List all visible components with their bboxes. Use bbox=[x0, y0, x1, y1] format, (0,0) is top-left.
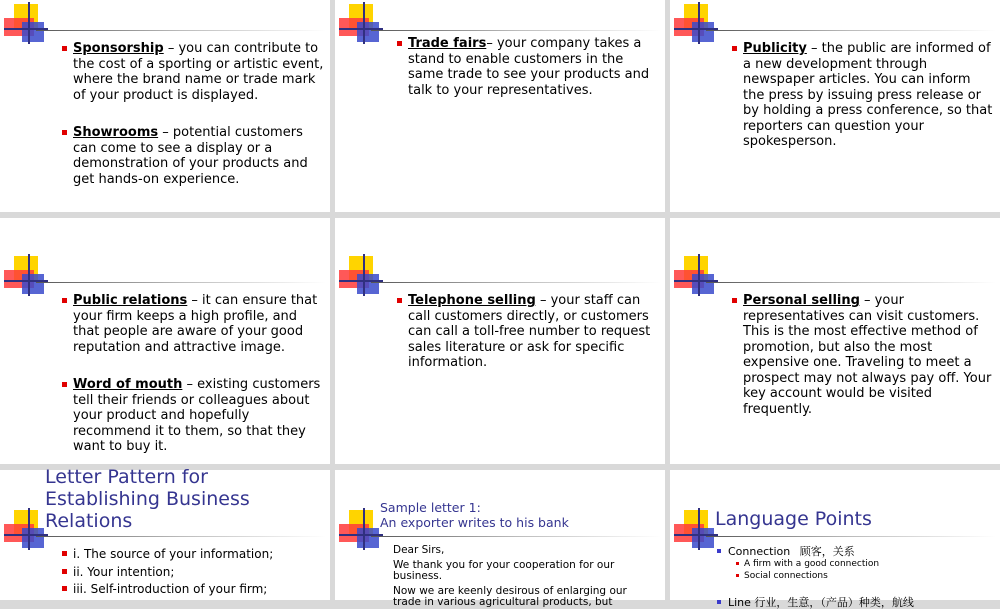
slide-sample-letter[interactable] bbox=[335, 470, 665, 608]
bullet-icon bbox=[732, 298, 737, 303]
slide-logo-icon bbox=[339, 510, 383, 550]
bullet-item bbox=[73, 581, 325, 599]
description: – it can ensure that your firm keeps a high profile, and that people are aware of your good reputation and attractive image. bbox=[73, 293, 318, 355]
bullet-icon bbox=[397, 298, 402, 303]
title-rule bbox=[706, 282, 996, 283]
term: Public relations bbox=[73, 293, 188, 308]
letter-line: Now we are keenly desirous of enlarging our trade in various agricultural products, but bbox=[393, 584, 627, 608]
description: – your company takes a stand to enable customers in the same trade to see your products and talk to your representatives. bbox=[408, 36, 650, 98]
slide-sponsorship[interactable] bbox=[0, 0, 330, 212]
bullet-icon bbox=[732, 46, 737, 51]
slide-language-points[interactable] bbox=[670, 470, 1000, 609]
description: – existing customers tell their friends or colleagues about your product and hopefully recommend it to them, so that they want to buy it. bbox=[73, 377, 321, 454]
sub-point bbox=[744, 570, 988, 582]
bullet-icon bbox=[62, 298, 67, 303]
term: Showrooms bbox=[73, 125, 159, 140]
sub-point bbox=[744, 558, 988, 570]
slide-body bbox=[408, 36, 653, 98]
description: – potential customers can come to see a display or a demonstration of your products and get hands-on experience. bbox=[73, 125, 308, 187]
term: Personal selling bbox=[743, 293, 860, 308]
slide-letter-pattern[interactable] bbox=[0, 466, 330, 600]
slide-logo-icon bbox=[4, 510, 48, 550]
slide-title: Language Points bbox=[715, 508, 872, 530]
slide-body bbox=[73, 546, 325, 599]
title-rule bbox=[36, 30, 326, 31]
slide-trade-fairs[interactable] bbox=[335, 0, 665, 212]
bullet-icon bbox=[62, 130, 67, 135]
slide-title: Letter Pattern for Establishing Business Relations bbox=[45, 466, 250, 532]
bullet-item bbox=[73, 564, 325, 582]
bullet-icon bbox=[717, 549, 721, 553]
bullet-item bbox=[408, 293, 653, 371]
bullet-icon bbox=[62, 569, 67, 574]
term: Telephone selling bbox=[408, 293, 536, 308]
slide-logo-icon bbox=[4, 4, 48, 44]
slide-logo-icon bbox=[4, 256, 48, 296]
bullet-item bbox=[73, 125, 325, 187]
bullet-icon bbox=[62, 551, 67, 556]
title-rule bbox=[371, 30, 661, 31]
title-rule bbox=[371, 282, 661, 283]
slide-body bbox=[743, 41, 995, 150]
point-term: Connection bbox=[728, 545, 791, 558]
point-term: Line 行业，生意，（产品）种类，航线 bbox=[728, 596, 914, 609]
item-text: i. The source of your information; bbox=[73, 547, 274, 561]
title-rule bbox=[706, 30, 996, 31]
point-translation: 顾客，关系 bbox=[799, 545, 855, 558]
title-rule bbox=[36, 536, 326, 537]
bullet-icon bbox=[736, 574, 739, 577]
points-body bbox=[728, 545, 988, 609]
slide-public-relations[interactable] bbox=[0, 218, 330, 464]
letter-line: We thank you for your cooperation for our business. bbox=[393, 558, 615, 582]
term: Word of mouth bbox=[73, 377, 183, 392]
slide-logo-icon bbox=[674, 4, 718, 44]
slide-title bbox=[380, 500, 650, 530]
slide-logo-icon bbox=[674, 256, 718, 296]
title-rule bbox=[36, 282, 326, 283]
slide-body bbox=[743, 293, 995, 417]
bullet-icon bbox=[717, 600, 721, 604]
sub-point-text: A firm with a good connection bbox=[744, 559, 880, 569]
bullet-item bbox=[73, 41, 325, 103]
bullet-item bbox=[743, 293, 995, 417]
slide-logo-icon bbox=[674, 510, 718, 550]
bullet-icon bbox=[62, 382, 67, 387]
slide-personal-selling[interactable] bbox=[670, 218, 1000, 464]
letter-body bbox=[393, 545, 638, 609]
bullet-icon bbox=[62, 586, 67, 591]
bullet-item bbox=[73, 293, 325, 355]
slide-body bbox=[73, 41, 325, 187]
bullet-item bbox=[73, 377, 325, 455]
item-text: iii. Self-introduction of your firm; bbox=[73, 582, 268, 596]
slide-body bbox=[408, 293, 653, 371]
point-main bbox=[728, 596, 988, 609]
bullet-icon bbox=[397, 41, 402, 46]
title-line: Sample letter 1: bbox=[380, 500, 481, 515]
title-rule bbox=[371, 536, 661, 537]
bullet-item bbox=[408, 36, 653, 98]
letter-line: Dear Sirs, bbox=[393, 544, 445, 556]
slide-body bbox=[73, 293, 325, 455]
bullet-icon bbox=[62, 46, 67, 51]
bullet-item bbox=[743, 41, 995, 150]
bullet-item bbox=[73, 546, 325, 564]
description: – the public are informed of a new development through newspaper articles. You can inform the press by issuing press release or by holding a press conference, so that reporters can question your spokesperson. bbox=[743, 41, 993, 149]
title-line: An exporter writes to his bank bbox=[380, 515, 569, 530]
slide-logo-icon bbox=[339, 256, 383, 296]
slide-logo-icon bbox=[339, 4, 383, 44]
description: – your staff can call customers directly, or customers can call a toll-free number to request sales literature or ask for specific information. bbox=[408, 293, 651, 370]
term: Trade fairs bbox=[408, 36, 487, 51]
point-main bbox=[728, 545, 988, 558]
sub-point-text: Social connections bbox=[744, 571, 828, 581]
slide-telephone-selling[interactable] bbox=[335, 218, 665, 464]
description: – your representatives can visit customers. This is the most effective method of promotion, but also the most expensive one. Traveling to meet a prospect may not always pay off. Your key account would be visited frequently. bbox=[743, 293, 992, 417]
slide-publicity[interactable] bbox=[670, 0, 1000, 212]
title-rule bbox=[706, 536, 996, 537]
term: Publicity bbox=[743, 41, 807, 56]
bullet-icon bbox=[736, 562, 739, 565]
description: – you can contribute to the cost of a sporting or artistic event, where the brand name or trade mark of your product is displayed. bbox=[73, 41, 324, 103]
term: Sponsorship bbox=[73, 41, 164, 56]
item-text: ii. Your intention; bbox=[73, 564, 175, 579]
